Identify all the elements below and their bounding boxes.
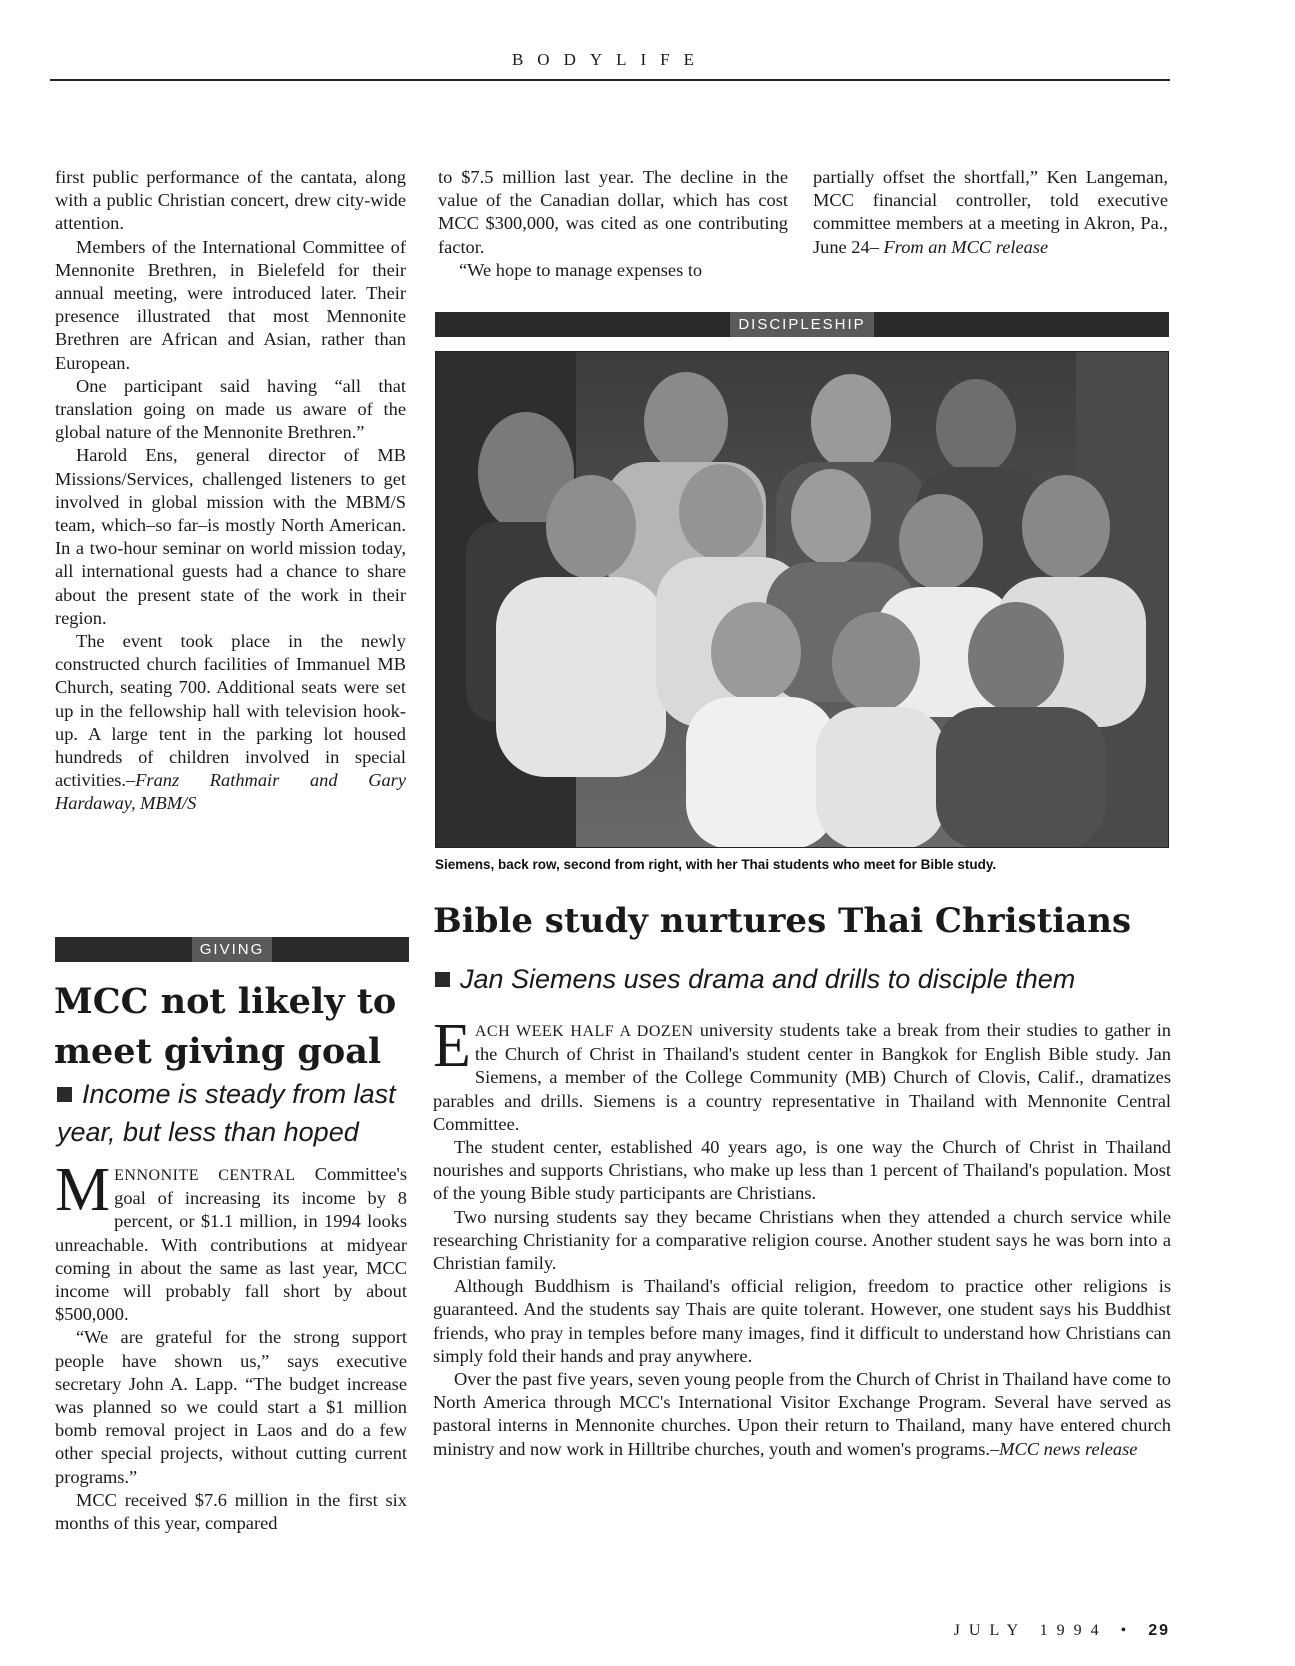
page-folio — [870, 1622, 1170, 1640]
lead-paragraph — [433, 1012, 1172, 1136]
drop-cap: M — [55, 1156, 111, 1224]
paragraph: Two nursing students say they became Christians when they attended a church service while researching Christianity for a comparative religion course. Another student says he was born into a Christian family. — [433, 1206, 1171, 1274]
deck-text: Jan Siemens uses drama and drills to disciple them — [460, 964, 1076, 994]
paragraph — [55, 630, 406, 816]
deck-text: Income is steady from last year, but less than hoped — [57, 1079, 396, 1147]
lead-paragraph — [55, 1156, 408, 1326]
bible-study-deck — [435, 962, 1175, 996]
mcc-headline: MCC not likely to meet giving goal — [54, 981, 397, 1072]
byline: –MCC news release — [989, 1438, 1138, 1459]
paragraph: to $7.5 million last year. The decline in the value of the Canadian dollar, which has cost MCC $300,000, was cited as one contributing factor. — [438, 167, 788, 257]
mcc-body — [55, 1156, 408, 1535]
bible-study-body — [433, 1012, 1172, 1461]
page-number: 29 — [1148, 1622, 1170, 1639]
group-photo-image — [436, 352, 1169, 848]
paragraph-text: partially offset the shortfall,” Ken Langeman, MCC financial controller, told executive committee members at a meeting in Akron, Pa., June 24– — [813, 167, 1168, 257]
issue-date: JULY 1994 — [953, 1622, 1108, 1639]
group-photo — [435, 351, 1169, 848]
lead-text: university students take a break from their studies to gather in the Church of Christ in Thailand's student center in Bangkok for English Bible study. Jan Siemens, a member of the College Community (MB) Church of Clovis, Calif., dramatizes parables and drills. Siemens is a country representative in Thailand with Mennonite Central Committee. — [433, 1020, 1172, 1134]
section-label: GIVING — [192, 937, 273, 962]
byline: From an MCC release — [883, 236, 1049, 257]
paragraph-text: Over the past five years, seven young people from the Church of Christ in Thailand have come to North America through MCC's International Visitor Exchange Program. Several have served as pastoral interns in Mennonite churches. Upon their return to Thailand, many have entered church ministry and now work in Hilltribe churches, youth and women's programs. — [433, 1369, 1171, 1459]
bible-study-headline: Bible study nurtures Thai Christians — [433, 901, 1132, 941]
giving-section-bar — [55, 937, 409, 962]
square-bullet-icon — [57, 1087, 72, 1102]
paragraph — [433, 1368, 1171, 1461]
lead-caps: ENNONITE CENTRAL — [114, 1167, 296, 1184]
lead-caps: ACH WEEK HALF A DOZEN — [474, 1023, 694, 1040]
paragraph: Harold Ens, general director of MB Missions/Services, challenged listeners to get involved in global mission with the MBM/S team, which–so far–is mostly North American. In a two-hour seminar on world mission today, all international guests had a chance to share about the present state of the work in their region. — [55, 445, 406, 628]
section-label: DISCIPLESHIP — [730, 312, 873, 337]
masthead-rule — [50, 79, 1170, 81]
mcc-continued-column — [438, 166, 788, 282]
folio-separator: • — [1120, 1622, 1136, 1639]
paragraph: One participant said having “all that translation going on made us aware of the global nature of the Mennonite Brethren.” — [55, 375, 406, 443]
paragraph: Although Buddhism is Thailand's official religion, freedom to practice other religions is guaranteed. And the students say Thais are quite tolerant. However, one student says his Buddhist friends, who pray in temples before many images, find it difficult to understand how Christians can simply fold their hands and pray anywhere. — [433, 1276, 1171, 1366]
discipleship-section-bar — [435, 312, 1169, 337]
paragraph — [813, 166, 1168, 259]
paragraph: MCC received $7.6 million in the first six months of this year, compared — [55, 1489, 407, 1534]
lead-text: Committee's goal of increasing its income by 8 percent, or $1.1 million, in 1994 looks unreachable. With contributions at midyear coming in about the same as last year, MCC income will probably fall short by about $500,000. — [55, 1164, 408, 1325]
byline: –Franz Rathmair and Gary Hardaway, MBM/S — [55, 770, 406, 814]
square-bullet-icon — [435, 972, 450, 987]
paragraph: “We are grateful for the strong support people have shown us,” says executive secretary John A. Lapp. “The budget increase was planned so we could start a $1 million bomb removal project in Laos and do a few other special projects, without cutting current programs.” — [55, 1327, 407, 1487]
drop-cap: E — [433, 1012, 471, 1080]
paragraph: first public performance of the cantata, along with a public Christian concert, drew city-wide attention. — [55, 167, 406, 234]
masthead: BODYLIFE — [511, 50, 709, 69]
paragraph: Members of the International Committee of Mennonite Brethren, in Bielefeld for their annual meeting, were introduced later. Their presence illustrated that most Mennonite Brethren are African and Asian, rather than European. — [55, 236, 406, 373]
continued-story-column — [55, 166, 406, 816]
paragraph: “We hope to manage expenses to — [459, 259, 703, 280]
paragraph: The student center, established 40 years ago, is one way the Church of Christ in Thailand nourishes and supports Christians, who make up less than 1 percent of Thailand's population. Most of the young Bible study participants are Christians. — [433, 1137, 1171, 1204]
mcc-continued-column-end — [813, 166, 1168, 259]
photo-caption: Siemens, back row, second from right, with her Thai students who meet for Bible study. — [435, 857, 997, 872]
paragraph-text: The event took place in the newly constructed church facilities of Immanuel MB Church, seating 700. Additional seats were set up in the fellowship hall with television hook-up. A large tent in the parking lot housed hundreds of children involved in special activities. — [55, 631, 406, 791]
mcc-deck — [57, 1075, 409, 1151]
